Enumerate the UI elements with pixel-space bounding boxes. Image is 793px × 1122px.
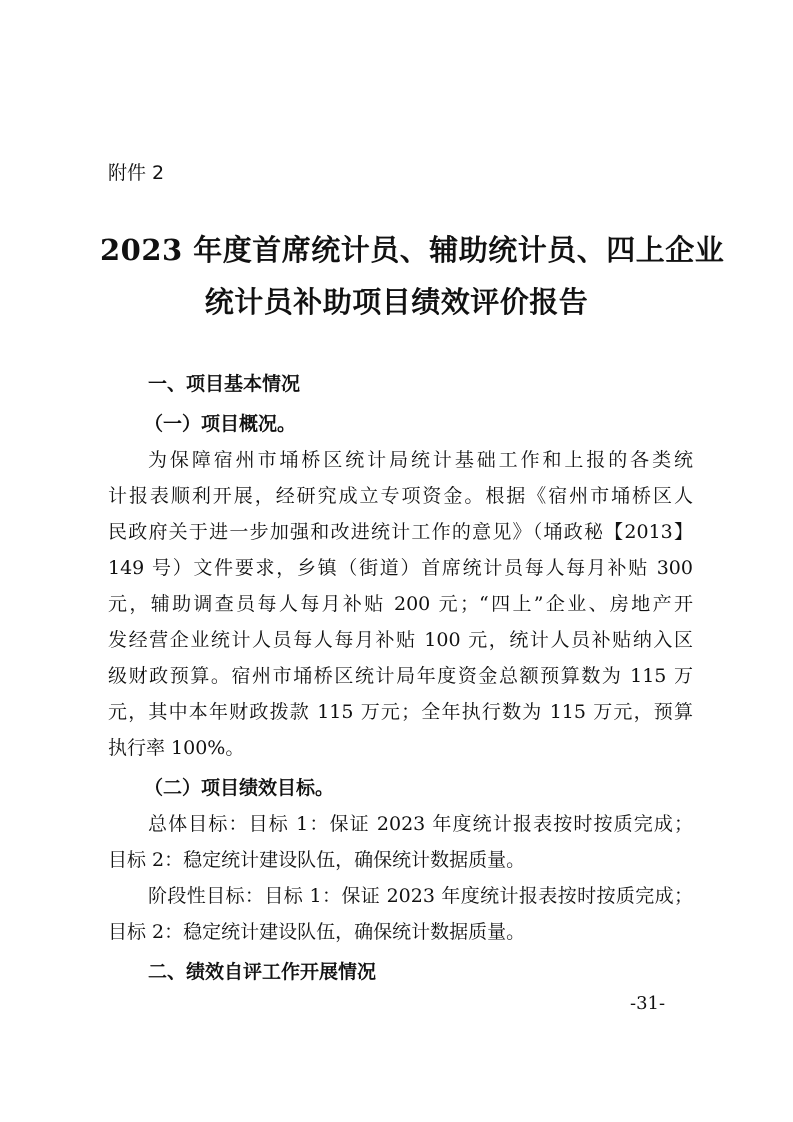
paragraph-line: 总体目标：目标 1：保证 2023 年度统计报表按时按质完成；: [148, 813, 693, 835]
paragraph-line: 149 号）文件要求，乡镇（街道）首席统计员每人每月补贴 300: [108, 557, 693, 579]
attachment-label: 附件 2: [108, 162, 165, 184]
paragraph-line: 级财政预算。宿州市埇桥区统计局年度资金总额预算数为 115 万: [108, 665, 693, 687]
paragraph-line: 为保障宿州市埇桥区统计局统计基础工作和上报的各类统: [148, 449, 693, 471]
paragraph-line: 元，其中本年财政拨款 115 万元；全年执行数为 115 万元，预算: [108, 701, 693, 723]
report-title-line-1: 2023 年度首席统计员、辅助统计员、四上企业: [100, 233, 725, 267]
paragraph-line: 目标 2：稳定统计建设队伍，确保统计数据质量。: [108, 849, 526, 871]
section-heading-self-evaluation: 二、绩效自评工作开展情况: [148, 961, 377, 983]
paragraph-line: 执行率 100%。: [108, 737, 245, 759]
paragraph-line: 阶段性目标：目标 1：保证 2023 年度统计报表按时按质完成；: [148, 885, 693, 907]
subsection-heading-goals: （二）项目绩效目标。: [144, 777, 335, 799]
paragraph-line: 发经营企业统计人员每人每月补贴 100 元，统计人员补贴纳入区: [108, 629, 693, 651]
paragraph-line: 计报表顺利开展，经研究成立专项资金。根据《宿州市埇桥区人: [108, 485, 693, 507]
page-number: -31-: [630, 993, 666, 1014]
section-heading-basic-info: 一、项目基本情况: [148, 373, 301, 395]
paragraph-line: 目标 2：稳定统计建设队伍，确保统计数据质量。: [108, 921, 526, 943]
paragraph-line: 元，辅助调查员每人每月补贴 200 元；“四上”企业、房地产开: [108, 593, 693, 615]
report-title-line-2: 统计员补助项目绩效评价报告: [204, 285, 589, 319]
subsection-heading-overview: （一）项目概况。: [144, 413, 297, 435]
paragraph-line: 民政府关于进一步加强和改进统计工作的意见》（埇政秘【2013】: [108, 521, 693, 543]
